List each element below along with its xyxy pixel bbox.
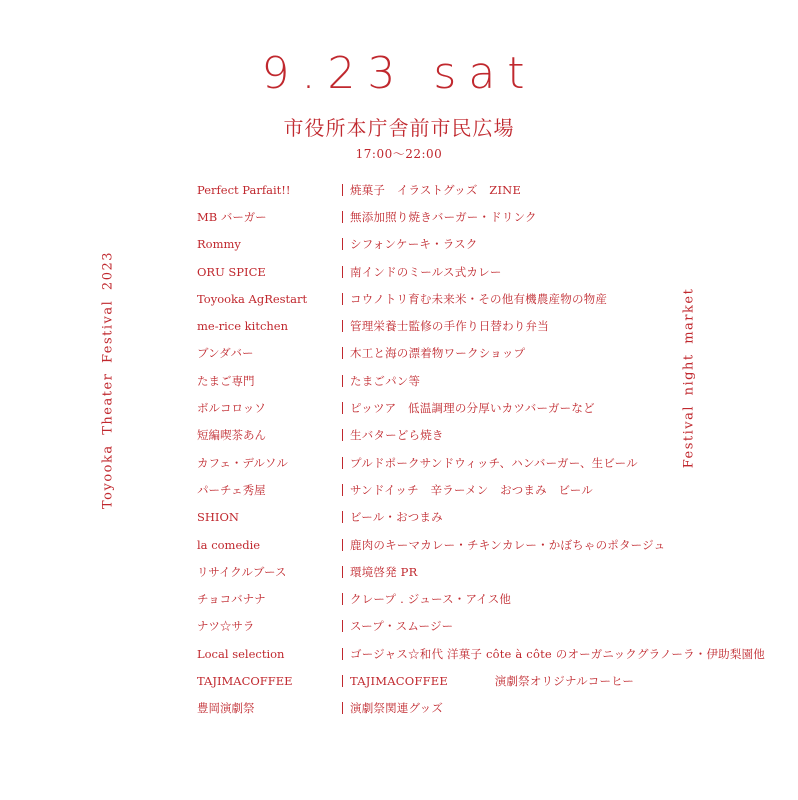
vendor-name: ボルコロッソ [197, 401, 266, 416]
event-venue: 市役所本庁舎前市民広場 [283, 116, 515, 140]
vendor-name: ナツ☆サラ [197, 619, 255, 634]
event-time: 17:00〜22:00 [355, 147, 443, 161]
event-date: 9.23 sat [261, 48, 537, 99]
vendor-items: スープ・スムージー [350, 619, 454, 634]
vendor-items: 木工と海の漂着物ワークショップ [350, 346, 526, 361]
vendor-name: リサイクルブース [197, 564, 287, 579]
vendor-row [197, 667, 777, 694]
vendor-row [197, 422, 777, 449]
vendor-divider [342, 211, 343, 223]
vendor-items: 鹿肉のキーマカレー・チキンカレー・かぼちゃのポタージュ [350, 537, 666, 552]
vendor-items: 南インドのミールス式カレー [350, 264, 502, 279]
vendor-row [197, 367, 777, 394]
vendor-list [197, 176, 777, 722]
vendor-divider [342, 238, 343, 250]
vendor-divider [342, 566, 343, 578]
vendor-row [197, 258, 777, 285]
vendor-row [197, 312, 777, 339]
night-market-label-vertical: Festival night market [681, 287, 697, 469]
vendor-name: たまご専門 [197, 373, 255, 388]
vendor-name: ブンダバー [197, 346, 254, 361]
vendor-items: サンドイッチ 辛ラーメン おつまみ ビール [350, 482, 593, 497]
vendor-divider [342, 402, 343, 414]
festival-title-vertical: Toyooka Theater Festival 2023 [100, 250, 116, 510]
vendor-row [197, 340, 777, 367]
vendor-divider [342, 593, 343, 605]
vendor-row [197, 231, 777, 258]
vendor-items: クレープ . ジュース・アイス他 [350, 592, 512, 607]
vendor-divider [342, 702, 343, 714]
vendor-row [197, 585, 777, 612]
vendor-items: 無添加照り焼きバーガー・ドリンク [350, 209, 537, 224]
vendor-row [197, 504, 777, 531]
vendor-row [197, 531, 777, 558]
vendor-divider [342, 457, 343, 469]
vendor-name: me-rice kitchen [197, 319, 289, 334]
vendor-name: Perfect Parfait!! [197, 182, 291, 197]
vendor-divider [342, 511, 343, 523]
vendor-row [197, 695, 777, 722]
vendor-name: TAJIMACOFFEE [197, 673, 293, 688]
vendor-items: TAJIMACOFFEE 演劇祭オリジナルコーヒー [350, 673, 635, 688]
vendor-name: MB バーガー [197, 209, 267, 224]
vendor-name: la comedie [197, 537, 261, 552]
vendor-divider [342, 320, 343, 332]
vendor-divider [342, 429, 343, 441]
vendor-name: カフェ・デルソル [197, 455, 288, 470]
vendor-row [197, 394, 777, 421]
vendor-divider [342, 539, 343, 551]
vendor-items: プルドポークサンドウィッチ、ハンバーガー、生ビール [350, 455, 638, 470]
vendor-items: 環境啓発 PR [350, 564, 418, 579]
vendor-items: シフォンケーキ・ラスク [350, 237, 478, 252]
vendor-items: 焼菓子 イラストグッズ ZINE [350, 182, 522, 197]
vendor-divider [342, 375, 343, 387]
vendor-name: 豊岡演劇祭 [197, 701, 255, 716]
vendor-items: 生バターどら焼き [350, 428, 444, 443]
vendor-name: SHION [197, 510, 239, 525]
vendor-row [197, 613, 777, 640]
vendor-divider [342, 184, 343, 196]
vendor-name: Toyooka AgRestart [197, 291, 308, 306]
vendor-items: 管理栄養士監修の手作り日替わり弁当 [350, 319, 549, 334]
vendor-divider [342, 266, 343, 278]
vendor-items: コウノトリ育む未来米・その他有機農産物の物産 [350, 291, 608, 306]
vendor-row [197, 285, 777, 312]
vendor-divider [342, 347, 343, 359]
vendor-row [197, 449, 777, 476]
vendor-items: ゴージャス☆和代 洋菓子 côte à côte のオーガニックグラノーラ・伊助梨園他 [350, 646, 765, 661]
vendor-name: ORU SPICE [197, 264, 266, 279]
vendor-name: チョコバナナ [197, 592, 266, 607]
vendor-items: ピッツア 低温調理の分厚いカツバーガーなど [350, 401, 595, 416]
vendor-name: 短編喫茶あん [197, 428, 266, 443]
vendor-row [197, 558, 777, 585]
vendor-divider [342, 620, 343, 632]
vendor-items: 演劇祭関連グッズ [350, 701, 444, 716]
vendor-row [197, 176, 777, 203]
vendor-row [197, 203, 777, 230]
vendor-divider [342, 675, 343, 687]
vendor-items: たまごパン等 [350, 373, 421, 388]
vendor-name: Local selection [197, 646, 285, 661]
vendor-divider [342, 648, 343, 660]
vendor-name: Rommy [197, 237, 241, 252]
vendor-items: ビール・おつまみ [350, 510, 443, 525]
vendor-row [197, 476, 777, 503]
vendor-divider [342, 293, 343, 305]
vendor-divider [342, 484, 343, 496]
vendor-name: パーチェ秀屋 [197, 482, 266, 497]
vendor-row [197, 640, 777, 667]
